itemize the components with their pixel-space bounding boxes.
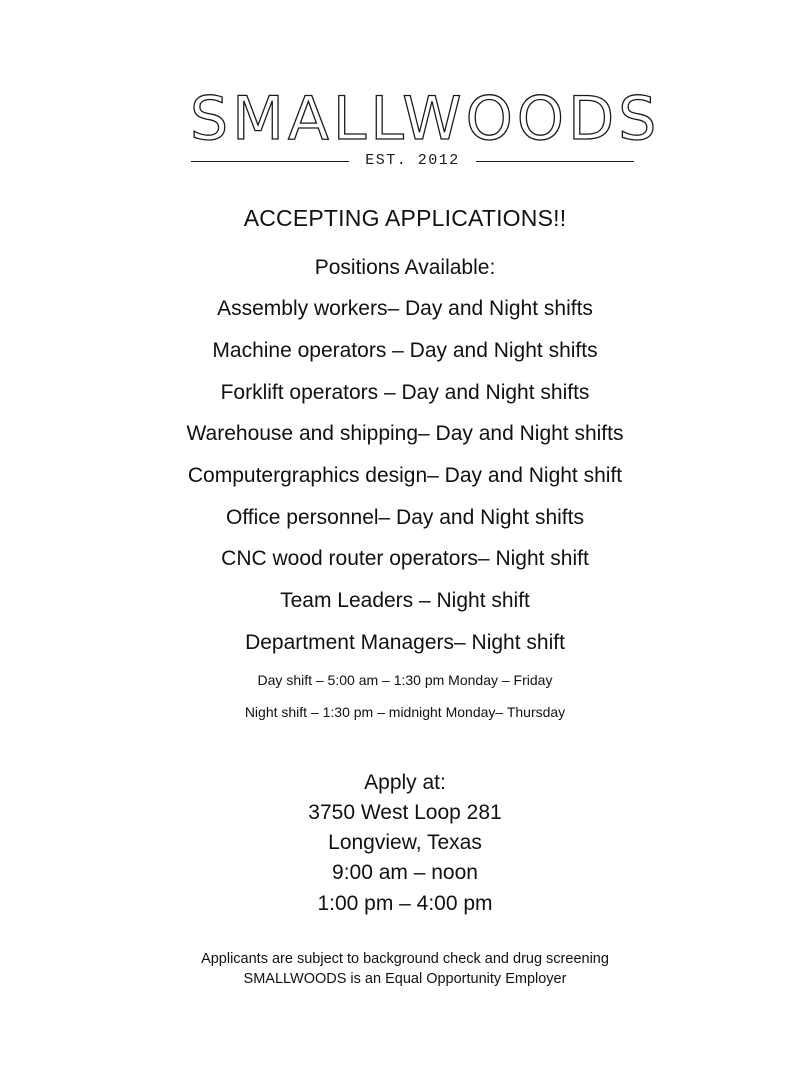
position-item: Team Leaders – Night shift <box>280 589 530 612</box>
established-row <box>191 151 634 171</box>
position-item: Forklift operators – Day and Night shifts <box>220 381 590 404</box>
positions-title: Positions Available: <box>314 256 496 279</box>
position-item: Assembly workers– Day and Night shifts <box>217 297 593 320</box>
apply-street: 3750 West Loop 281 <box>308 801 502 824</box>
brand-name: SMALLWOODS <box>190 84 661 154</box>
screening-notice: Applicants are subject to background check and drug screening <box>201 951 609 967</box>
position-item: Office personnel– Day and Night shifts <box>226 506 584 529</box>
divider-right <box>476 161 634 162</box>
position-item: Computergraphics design– Day and Night shift <box>187 464 623 487</box>
apply-label: Apply at: <box>364 771 446 794</box>
position-item: CNC wood router operators– Night shift <box>221 547 589 570</box>
apply-city: Longview, Texas <box>328 831 482 854</box>
position-item: Warehouse and shipping– Day and Night shifts <box>186 422 624 445</box>
day-shift-hours: Day shift – 5:00 am – 1:30 pm Monday – Friday <box>257 672 553 688</box>
equal-opportunity-notice: SMALLWOODS is an Equal Opportunity Employer <box>243 971 567 987</box>
brand-logo <box>190 84 661 154</box>
page-heading: ACCEPTING APPLICATIONS!! <box>243 205 567 231</box>
divider-left <box>191 161 349 162</box>
apply-hours-morning: 9:00 am – noon <box>332 861 478 884</box>
apply-hours-afternoon: 1:00 pm – 4:00 pm <box>317 892 493 915</box>
established-label: EST. 2012 <box>365 152 460 169</box>
night-shift-hours: Night shift – 1:30 pm – midnight Monday– Thursday <box>244 704 566 720</box>
position-item: Department Managers– Night shift <box>245 631 565 654</box>
position-item: Machine operators – Day and Night shifts <box>212 339 598 362</box>
